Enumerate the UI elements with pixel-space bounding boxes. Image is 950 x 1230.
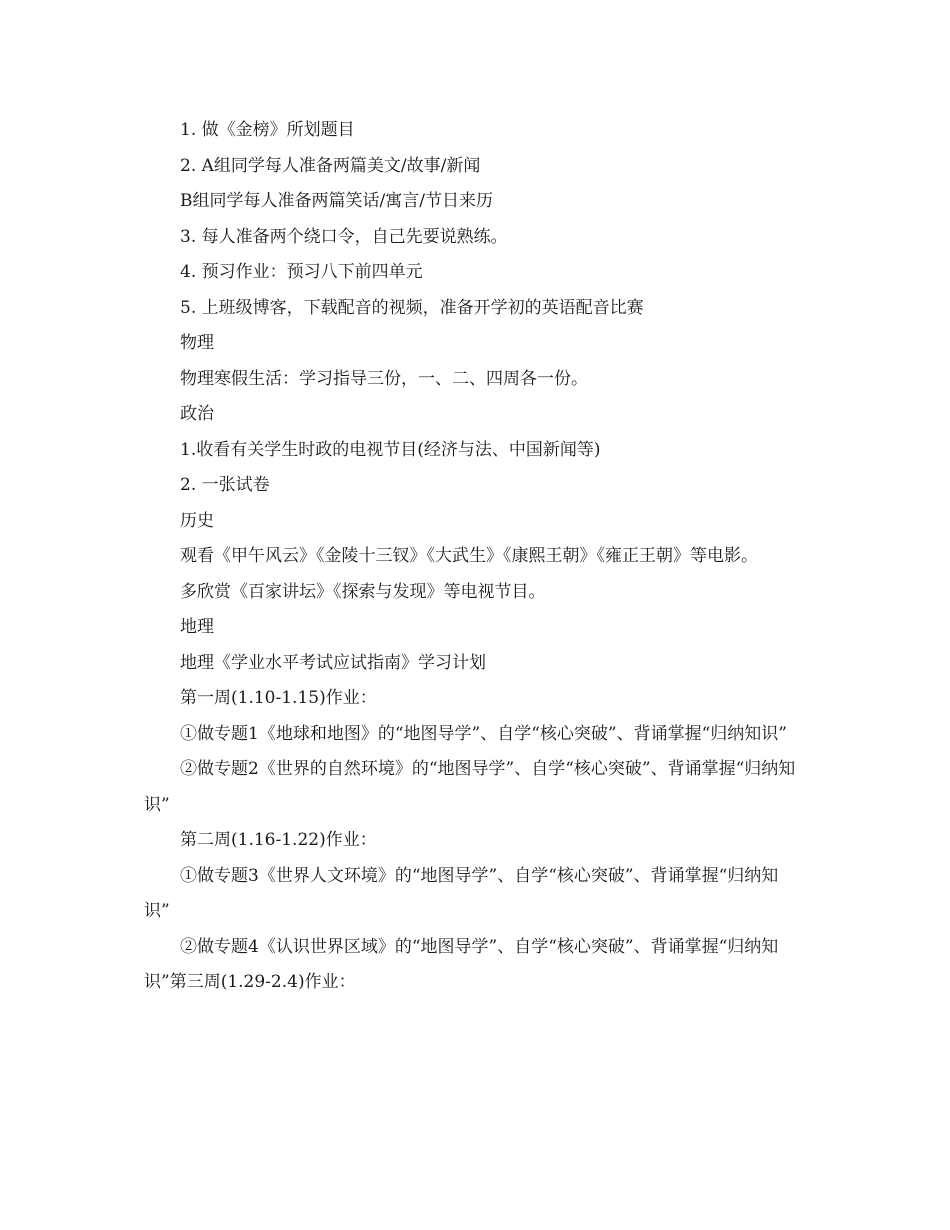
paragraph: 1.收看有关学生时政的电视节目(经济与法、中国新闻等)	[180, 439, 601, 460]
paragraph: ②做专题4《认识世界区域》的“地图导学”、自学“核心突破”、背诵掌握“归纳知识”第三周(1.29-2.4)作业：	[144, 936, 779, 992]
week-heading: 第二周(1.16-1.22)作业：	[180, 830, 377, 850]
paragraph: 4. 预习作业：预习八下前四单元	[180, 262, 423, 282]
paragraph: 观看《甲午风云》《金陵十三钗》《大武生》《康熙王朝》《雍正王朝》等电影。	[180, 546, 758, 566]
paragraph: 2. 一张试卷	[180, 475, 270, 495]
section-heading-politics: 政治	[180, 404, 214, 424]
paragraph: 物理寒假生活：学习指导三份，一、二、四周各一份。	[180, 368, 588, 389]
paragraph: ②做专题2《世界的自然环境》的“地图导学”、自学“核心突破”、背诵掌握“归纳知识”	[144, 759, 796, 815]
paragraph: B组同学每人准备两篇笑话/寓言/节日来历	[180, 191, 493, 211]
paragraph: 2. A组同学每人准备两篇美文/故事/新闻	[180, 155, 481, 176]
section-heading-geography: 地理	[180, 617, 214, 637]
section-heading-history: 历史	[180, 510, 214, 531]
paragraph: 多欣赏《百家讲坛》《探索与发现》等电视节目。	[180, 581, 546, 602]
paragraph: ①做专题1《地球和地图》的“地图导学”、自学“核心突破”、背诵掌握“归纳知识”	[180, 723, 787, 744]
document-body	[144, 113, 800, 1001]
paragraph: ①做专题3《世界人文环境》的“地图导学”、自学“核心突破”、背诵掌握“归纳知识”	[144, 865, 779, 921]
paragraph: 地理《学业水平考试应试指南》学习计划	[180, 652, 486, 673]
week-heading: 第一周(1.10-1.15)作业：	[180, 688, 377, 708]
paragraph: 5. 上班级博客，下载配音的视频，准备开学初的英语配音比赛	[180, 297, 644, 318]
section-heading-physics: 物理	[180, 333, 214, 353]
paragraph: 3. 每人准备两个绕口令，自己先要说熟练。	[180, 226, 508, 247]
paragraph: 1. 做《金榜》所划题目	[180, 120, 355, 140]
